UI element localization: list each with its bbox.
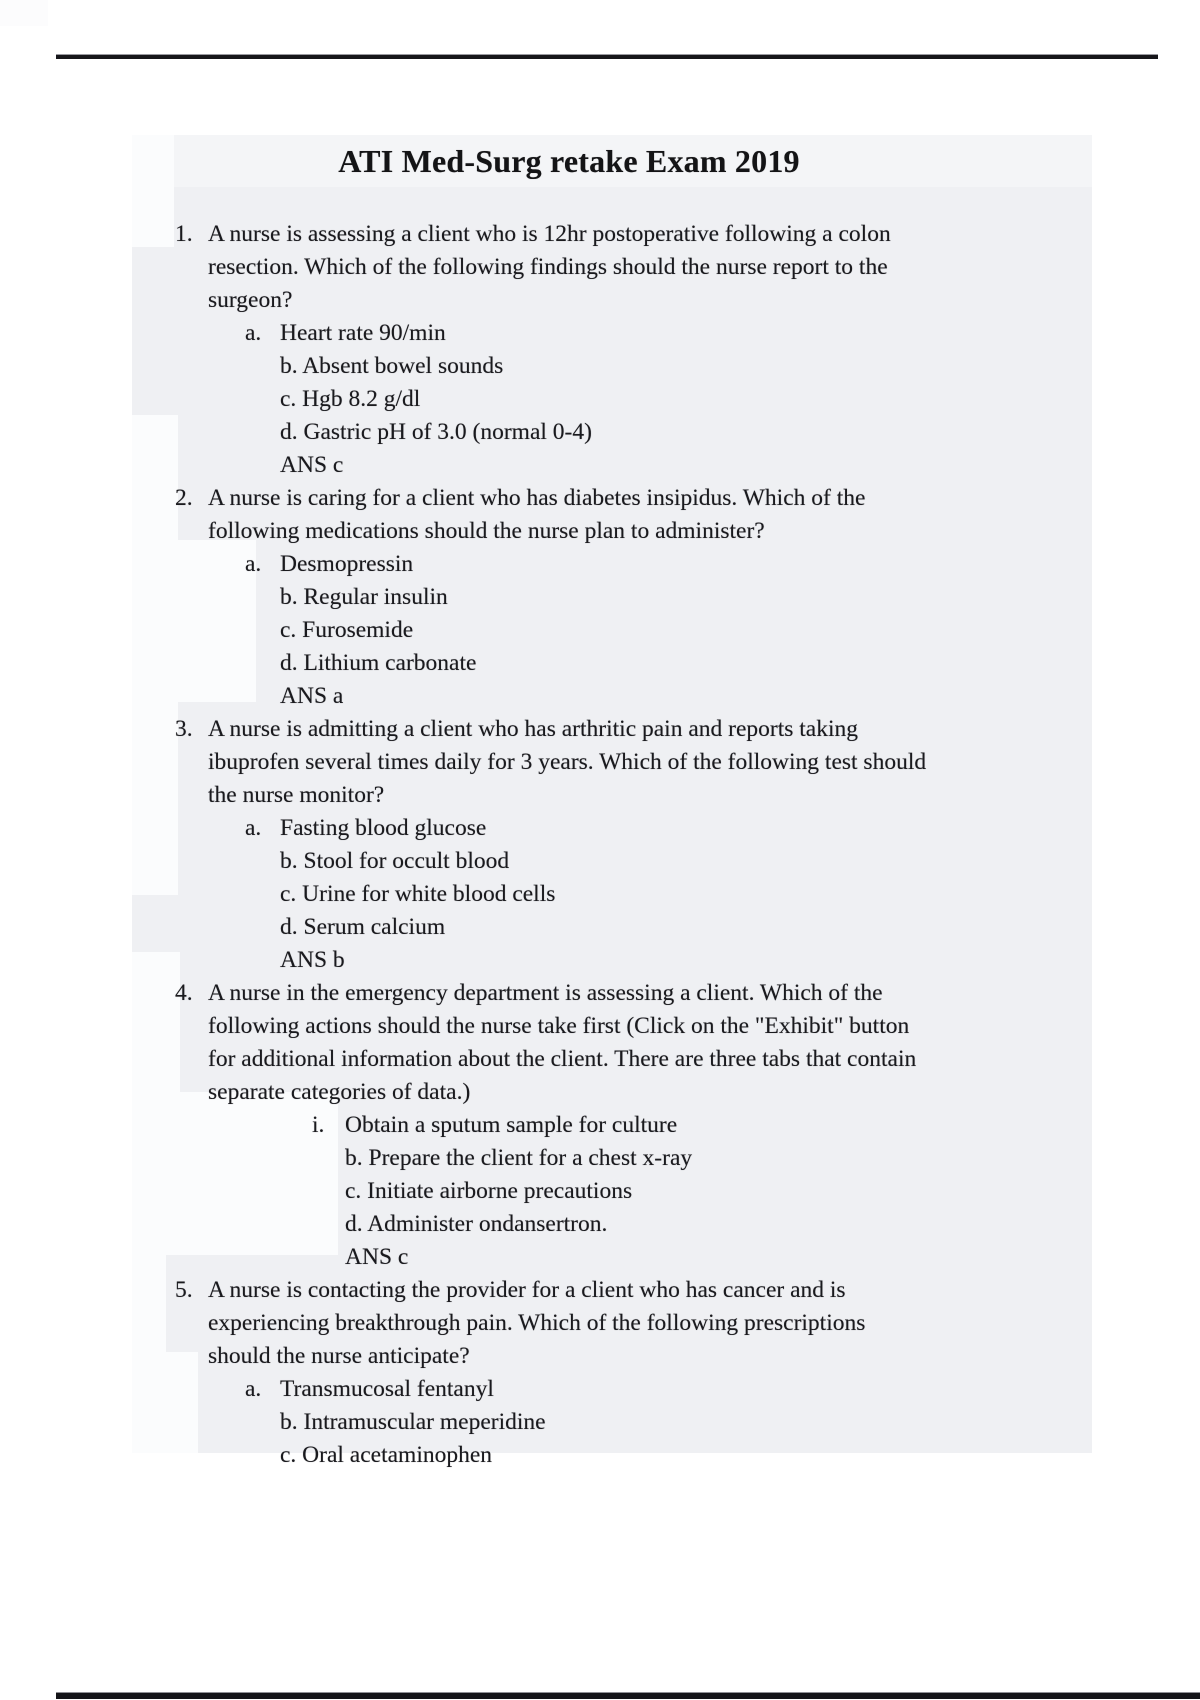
question-list xyxy=(132,218,1092,1472)
option-label: i. xyxy=(312,1112,325,1138)
option-line: i. Obtain a sputum sample for culture xyxy=(345,1109,1092,1142)
option-line: c. Furosemide xyxy=(280,617,414,643)
question-5-line: experiencing breakthrough pain. Which of the following prescriptions xyxy=(208,1310,866,1336)
question-5-line: 5. A nurse is contacting the provider for a client who has cancer and is xyxy=(208,1274,1092,1307)
question-number: 4. xyxy=(175,980,193,1006)
option-line: c. Hgb 8.2 g/dl xyxy=(280,386,421,412)
option-line: a. Transmucosal fentanyl xyxy=(280,1373,1092,1406)
option-line: b. Regular insulin xyxy=(280,584,448,610)
option-line: b. Prepare the client for a chest x-ray xyxy=(345,1145,693,1171)
option-line: a. Fasting blood glucose xyxy=(280,812,1092,845)
answer-line: ANS c xyxy=(345,1244,409,1270)
option-label: a. xyxy=(245,551,262,577)
question-1 xyxy=(132,218,1092,482)
question-number: 1. xyxy=(175,221,193,247)
question-1-line: resection. Which of the following findings should the nurse report to the xyxy=(208,254,888,280)
question-number: 2. xyxy=(175,485,193,511)
question-4-line: for additional information about the client. There are three tabs that contain xyxy=(208,1046,917,1072)
bottom-rule xyxy=(56,1693,1200,1699)
question-3-line: 3. A nurse is admitting a client who has arthritic pain and reports taking xyxy=(208,713,1092,746)
answer-line: ANS b xyxy=(280,947,345,973)
question-5 xyxy=(132,1274,1092,1472)
question-2-line: following medications should the nurse plan to administer? xyxy=(208,518,765,544)
question-number: 5. xyxy=(175,1277,193,1303)
question-1-line: surgeon? xyxy=(208,287,293,313)
scan-artifact xyxy=(0,0,48,26)
option-line: b. Intramuscular meperidine xyxy=(280,1409,546,1435)
option-line: d. Lithium carbonate xyxy=(280,650,477,676)
option-line: c. Oral acetaminophen xyxy=(280,1442,493,1468)
exam-document xyxy=(132,135,1092,1468)
question-4-line: separate categories of data.) xyxy=(208,1079,471,1105)
option-line: c. Urine for white blood cells xyxy=(280,881,556,907)
question-2 xyxy=(132,482,1092,713)
option-line: b. Absent bowel sounds xyxy=(280,353,504,379)
option-label: a. xyxy=(245,815,262,841)
option-line: c. Initiate airborne precautions xyxy=(345,1178,633,1204)
answer-line: ANS a xyxy=(280,683,344,709)
option-line: d. Administer ondansertron. xyxy=(345,1211,608,1237)
question-4-line: following actions should the nurse take first (Click on the "Exhibit" button xyxy=(208,1013,910,1039)
question-4-line: 4. A nurse in the emergency department is assessing a client. Which of the xyxy=(208,977,1092,1010)
answer-line: ANS c xyxy=(280,452,344,478)
option-line: d. Gastric pH of 3.0 (normal 0-4) xyxy=(280,419,592,445)
option-line: a. Heart rate 90/min xyxy=(280,317,1092,350)
option-line: b. Stool for occult blood xyxy=(280,848,510,874)
option-line: a. Desmopressin xyxy=(280,548,1092,581)
question-3 xyxy=(132,713,1092,977)
question-2-line: 2. A nurse is caring for a client who has diabetes insipidus. Which of the xyxy=(208,482,1092,515)
question-1-line: 1. A nurse is assessing a client who is 12hr postoperative following a colon xyxy=(208,218,1092,251)
document-title: ATI Med-Surg retake Exam 2019 xyxy=(338,143,800,179)
question-4 xyxy=(132,977,1092,1274)
top-rule xyxy=(56,55,1158,59)
option-label: a. xyxy=(245,320,262,346)
question-3-line: the nurse monitor? xyxy=(208,782,385,808)
question-5-line: should the nurse anticipate? xyxy=(208,1343,470,1369)
option-line: d. Serum calcium xyxy=(280,914,446,940)
question-3-line: ibuprofen several times daily for 3 years. Which of the following test should xyxy=(208,749,927,775)
question-number: 3. xyxy=(175,716,193,742)
option-label: a. xyxy=(245,1376,262,1402)
